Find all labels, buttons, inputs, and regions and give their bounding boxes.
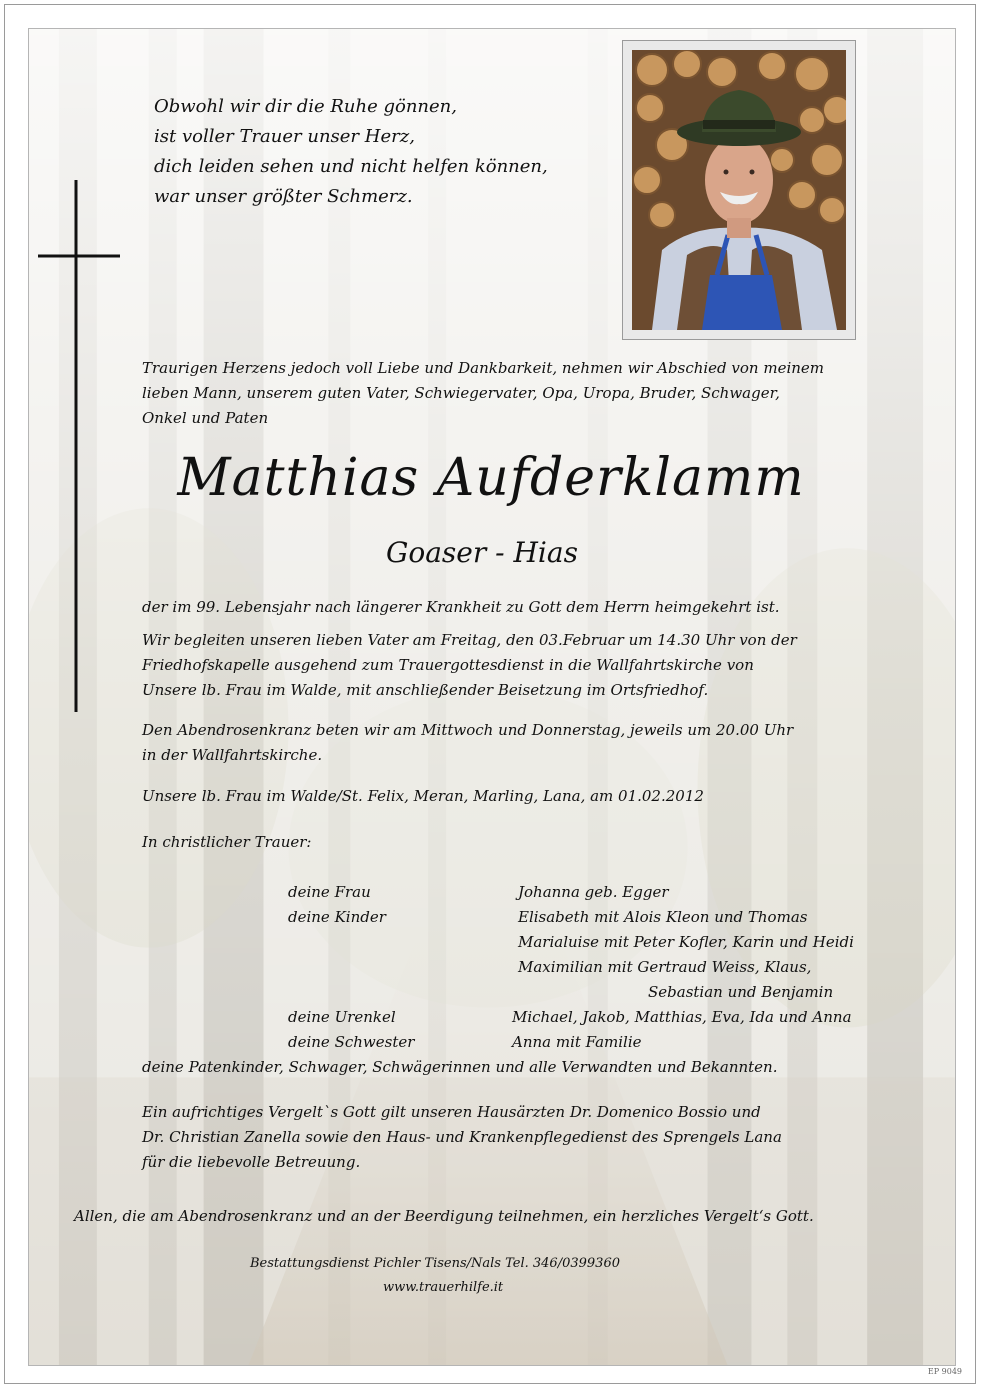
portrait-image xyxy=(632,50,846,330)
website-link[interactable]: www.trauerhilfe.it xyxy=(383,1280,504,1295)
passing-text: der im 99. Lebensjahr nach längerer Krankheit zu Gott dem Herrn heimgekehrt ist. xyxy=(142,598,780,616)
mourner-names: Marialuise mit Peter Kofler, Karin und Heidi xyxy=(518,933,854,951)
cross-icon xyxy=(38,180,120,712)
mourners-heading xyxy=(142,830,311,855)
intro-line: Onkel und Paten xyxy=(142,409,269,427)
mourner-names: Maximilian mit Gertraud Weiss, Klaus, xyxy=(518,958,812,976)
deceased-nickname: Goaser - Hias xyxy=(386,536,578,569)
mourner-relation: deine Frau xyxy=(288,883,371,901)
poem-line: war unser größter Schmerz. xyxy=(154,186,413,207)
rosary-line: in der Wallfahrtskirche. xyxy=(142,746,323,764)
mourner-names: Elisabeth mit Alois Kleon und Thomas xyxy=(518,908,808,926)
thanks-all-text: Allen, die am Abendrosenkranz und an der Beerdigung teilnehmen, ein herzliches Vergelt‘s Gott. xyxy=(74,1207,814,1225)
rosary-line: Den Abendrosenkranz beten wir am Mittwoch und Donnerstag, jeweils um 20.00 Uhr xyxy=(142,721,794,739)
intro-line: lieben Mann, unserem guten Vater, Schwiegervater, Opa, Uropa, Bruder, Schwager, xyxy=(142,384,780,402)
place-date-text: Unsere lb. Frau im Walde/St. Felix, Meran, Marling, Lana, am 01.02.2012 xyxy=(142,787,704,805)
mourner-relation: deine Urenkel xyxy=(288,1008,396,1026)
thanks-doctors-line: Dr. Christian Zanella sowie den Haus- und Krankenpflegedienst des Sprengels Lana xyxy=(142,1128,782,1146)
mourners-others: deine Patenkinder, Schwager, Schwägerinnen und alle Verwandten und Bekannten. xyxy=(142,1058,778,1076)
mourners-heading-text: In christlicher Trauer: xyxy=(142,833,312,851)
funeral-line: Wir begleiten unseren lieben Vater am Freitag, den 03.Februar um 14.30 Uhr von der xyxy=(142,631,797,649)
poem xyxy=(154,92,548,212)
undertaker-info: Bestattungsdienst Pichler Tisens/Nals Tel. 346/0399360 xyxy=(250,1256,620,1271)
intro-paragraph xyxy=(142,356,824,431)
mourner-relation: deine Schwester xyxy=(288,1033,415,1051)
poem-line: Obwohl wir dir die Ruhe gönnen, xyxy=(154,96,457,117)
passing-line xyxy=(142,595,780,620)
funeral-paragraph xyxy=(142,628,797,703)
poem-line: ist voller Trauer unser Herz, xyxy=(154,126,415,147)
poem-line: dich leiden sehen und nicht helfen können, xyxy=(154,156,548,177)
funeral-line: Friedhofskapelle ausgehend zum Trauergottesdienst in die Wallfahrtskirche von xyxy=(142,656,754,674)
place-date xyxy=(142,784,704,809)
mourner-names: Johanna geb. Egger xyxy=(518,883,669,901)
funeral-line: Unsere lb. Frau im Walde, mit anschließender Beisetzung im Ortsfriedhof. xyxy=(142,681,709,699)
mourner-names: Michael, Jakob, Matthias, Eva, Ida und Anna xyxy=(512,1008,852,1026)
thanks-doctors-paragraph xyxy=(142,1100,782,1175)
document-code: EP 9049 xyxy=(927,1367,962,1376)
mourner-names: Anna mit Familie xyxy=(512,1033,642,1051)
thanks-doctors-line: Ein aufrichtiges Vergelt`s Gott gilt unseren Hausärzten Dr. Domenico Bossio und xyxy=(142,1103,761,1121)
thanks-all xyxy=(74,1204,814,1229)
thanks-doctors-line: für die liebevolle Betreuung. xyxy=(142,1153,361,1171)
intro-line: Traurigen Herzens jedoch voll Liebe und Dankbarkeit, nehmen wir Abschied von meinem xyxy=(142,359,825,377)
mourner-names: Sebastian und Benjamin xyxy=(648,983,834,1001)
mourner-relation: deine Kinder xyxy=(288,908,386,926)
rosary-paragraph xyxy=(142,718,793,768)
deceased-name: Matthias Aufderklamm xyxy=(177,448,805,508)
portrait-photo xyxy=(622,40,856,340)
